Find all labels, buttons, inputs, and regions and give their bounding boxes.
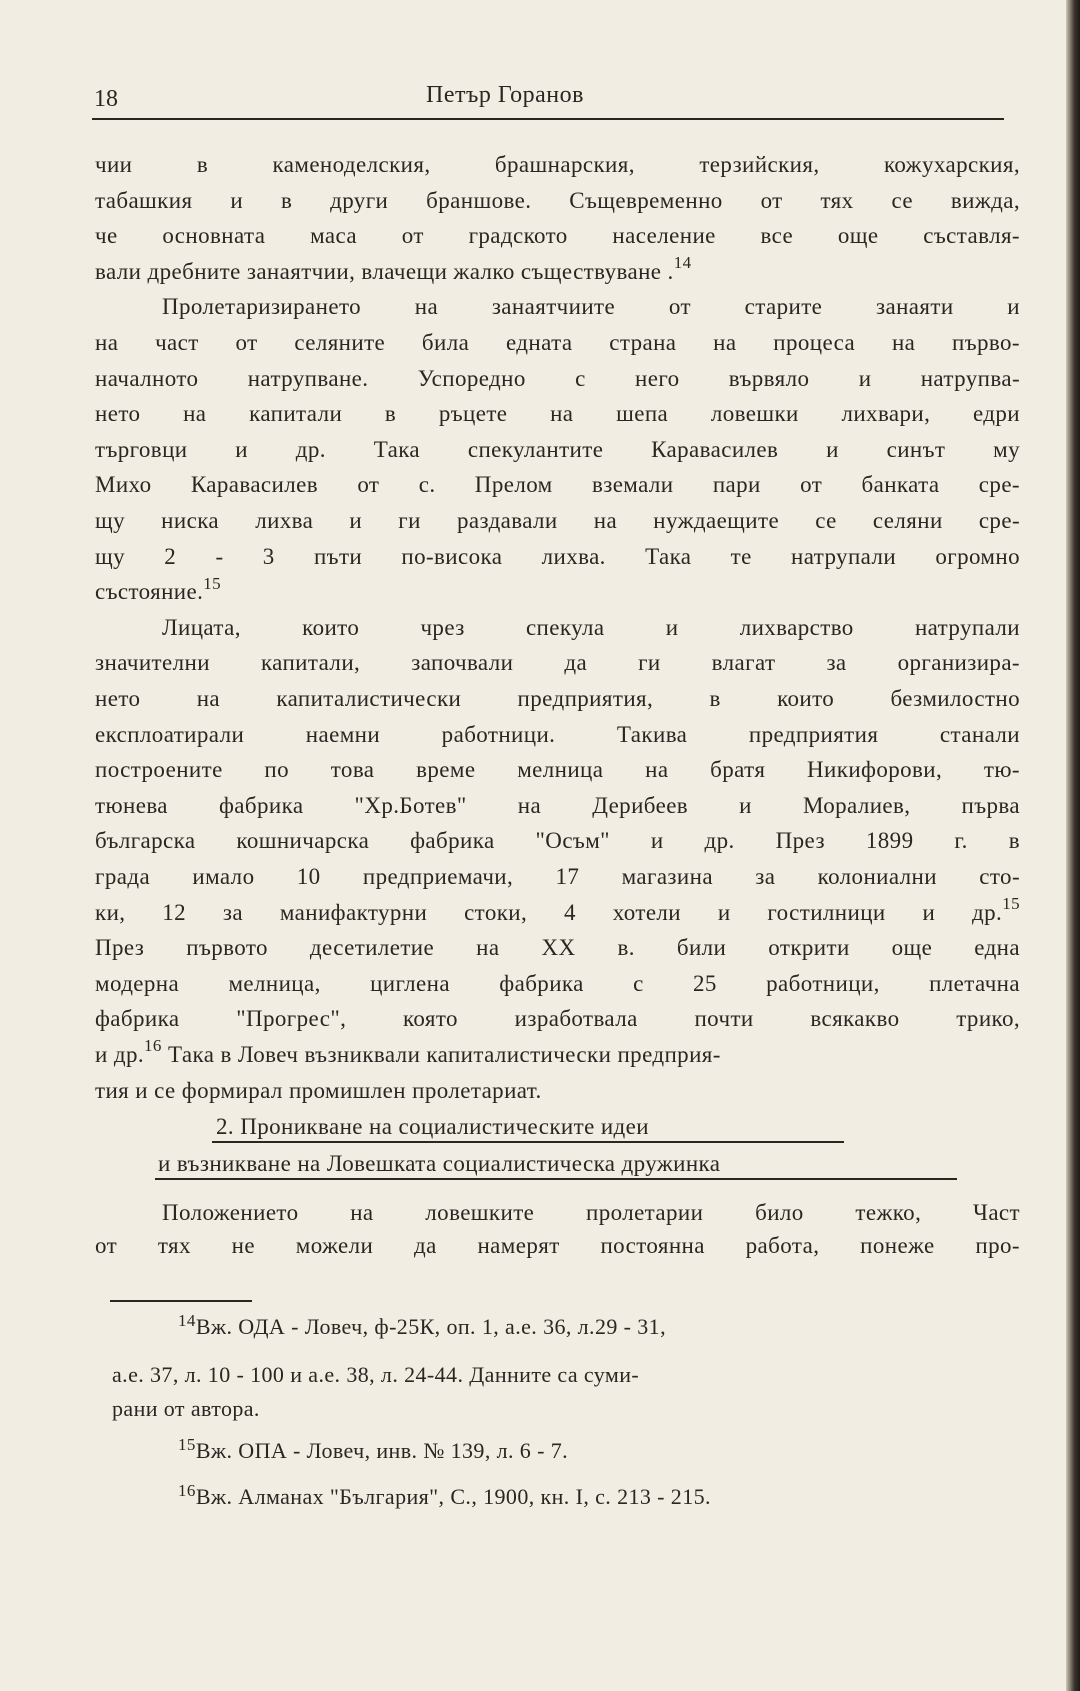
- text-line: [95, 188, 1020, 214]
- line-text: Михо Каравасилев от с. Прелом вземали пари от банката сре-: [95, 472, 1020, 498]
- line-text: Лицата, които чрез спекула и лихварство натрупали: [162, 614, 1020, 640]
- text-line: [162, 1200, 1020, 1226]
- text-line: [95, 573, 1020, 605]
- line-text: града имало 10 предприемачи, 17 магазина за колониални сто-: [95, 864, 1020, 889]
- text-line: [95, 366, 1020, 392]
- line-text: модерна мелница, циглена фабрика с 25 работници, плетачна: [95, 970, 1020, 996]
- line-text: построените по това време мелница на братя Никифорови, тю-: [95, 757, 1020, 783]
- line-text: експлоатирали наемни работници. Такива предприятия станали: [95, 721, 1020, 747]
- line-text: Положението на ловешките пролетарии било тежко, Част: [162, 1200, 1020, 1225]
- section-heading-line-2: и възникване на Ловешката социалистическа дружинка: [158, 1151, 721, 1176]
- footnote-rule: [110, 1300, 252, 1302]
- line-text: фабрика "Прогрес", която изработвала почти всякакво трико,: [95, 1006, 1020, 1032]
- text-line: [95, 1006, 1020, 1032]
- page-edge-shadow: [1066, 0, 1080, 1691]
- line-text: от тях не можели да намерят постоянна работа, понеже про-: [95, 1233, 1020, 1258]
- header-rule: [92, 118, 1004, 120]
- line-text: Пролетаризирането на занаятчиите от старите занаяти и: [162, 294, 1020, 320]
- footnote-number: 16: [178, 1481, 196, 1500]
- footnote-reference: 15: [203, 573, 222, 593]
- footnote-reference: 15: [1002, 893, 1020, 913]
- line-text: началното натрупване. Успоредно с него вървяло и натрупва-: [95, 365, 1020, 391]
- line-text: нето на капиталистически предприятия, в които безмилостно: [95, 686, 1020, 711]
- text-line: [95, 152, 1020, 178]
- footnote: [178, 1311, 666, 1340]
- line-text: ки, 12 за манифактурни стоки, 4 хотели и гостилници и др.: [95, 899, 1003, 925]
- footnote-text: рани от автора.: [112, 1396, 260, 1421]
- text-line: [95, 893, 1020, 926]
- page-number: 18: [94, 86, 118, 112]
- text-line: [95, 544, 1020, 570]
- section-heading-line-1: 2. Проникване на социалистическите идеи: [216, 1114, 649, 1139]
- text-line: [95, 472, 1020, 498]
- line-text: табашкия и в други браншове. Същевременно от тях се вижда,: [95, 187, 1020, 213]
- line-text: и др.: [95, 1042, 145, 1067]
- line-text: българска кошничарска фабрика "Осъм" и др. През 1899 г. в: [95, 828, 1020, 854]
- footnote-text: Вж. Алманах "България", С., 1900, кн. I, с. 213 - 215.: [195, 1484, 711, 1509]
- text-line: [95, 223, 1020, 249]
- footnote-text: Вж. ОПА - Ловеч, инв. № 139, л. 6 - 7.: [195, 1438, 569, 1463]
- line-text: състояние.: [95, 579, 204, 605]
- footnote: [112, 1396, 260, 1422]
- footnote-text: а.е. 37, л. 10 - 100 и а.е. 38, л. 24-44. Данните са суми-: [112, 1362, 640, 1387]
- page-header: [92, 82, 1004, 116]
- footnote: [112, 1362, 639, 1388]
- text-line: [95, 1036, 1020, 1068]
- footnote: [178, 1481, 711, 1510]
- line-text: вали дребните занаятчии, влачещи жалко съществуване .: [95, 258, 674, 284]
- footnote-reference: 16: [144, 1036, 162, 1056]
- footnote-text: Вж. ОДА - Ловеч, ф-25К, оп. 1, а.е. 36, л.29 - 31,: [195, 1314, 666, 1339]
- text-line: [95, 793, 1020, 819]
- heading-underline-1: [212, 1141, 844, 1143]
- line-text: щу 2 - 3 пъти по-висока лихва. Така те натрупали огромно: [95, 543, 1020, 569]
- text-line: [95, 686, 1020, 712]
- text-line: [95, 757, 1020, 783]
- text-line: [95, 401, 1020, 427]
- line-text: чии в каменоделския, брашнарския, терзийския, кожухарския,: [95, 152, 1020, 177]
- line-text: тия и се формирал промишлен пролетариат.: [95, 1077, 542, 1103]
- line-text: значителни капитали, започвали да ги влагат за организира-: [95, 650, 1020, 676]
- text-line: [162, 294, 1020, 320]
- line-text: През първото десетилетие на XX в. били открити още една: [95, 935, 1020, 961]
- text-line: [95, 828, 1020, 854]
- footnote-number: 14: [178, 1311, 196, 1330]
- line-text: щу ниска лихва и ги раздавали на нуждаещите се селяни сре-: [95, 508, 1020, 533]
- footnote-number: 15: [178, 1435, 196, 1454]
- text-line: [95, 437, 1020, 463]
- text-line: [95, 330, 1020, 356]
- line-text: тюнева фабрика "Хр.Ботев" на Дерибеев и Моралиев, първа: [95, 792, 1020, 818]
- text-line: [95, 1233, 1020, 1259]
- line-text: на част от селяните била едната страна на процеса на първо-: [95, 330, 1020, 355]
- line-text: търговци и др. Така спекулантите Каравасилев и синът му: [95, 436, 1020, 462]
- running-title: Петър Горанов: [426, 82, 584, 108]
- text-line: [95, 650, 1020, 676]
- text-line: [95, 253, 1020, 285]
- line-text: нето на капитали в ръцете на шепа ловешки лихвари, едри: [95, 401, 1020, 427]
- text-line: [95, 864, 1020, 890]
- text-line: [95, 935, 1020, 961]
- text-line: [162, 615, 1020, 641]
- heading-underline-2: [155, 1178, 957, 1180]
- line-text: че основната маса от градското население все още съставля-: [95, 223, 1020, 249]
- line-text-continued: Така в Ловеч възниквали капиталистически предприя-: [161, 1042, 721, 1067]
- footnote: [178, 1435, 569, 1464]
- text-line: [95, 971, 1020, 997]
- text-line: [95, 722, 1020, 748]
- footnote-reference: 14: [673, 253, 692, 273]
- text-line: [95, 1078, 1020, 1104]
- text-line: [95, 508, 1020, 534]
